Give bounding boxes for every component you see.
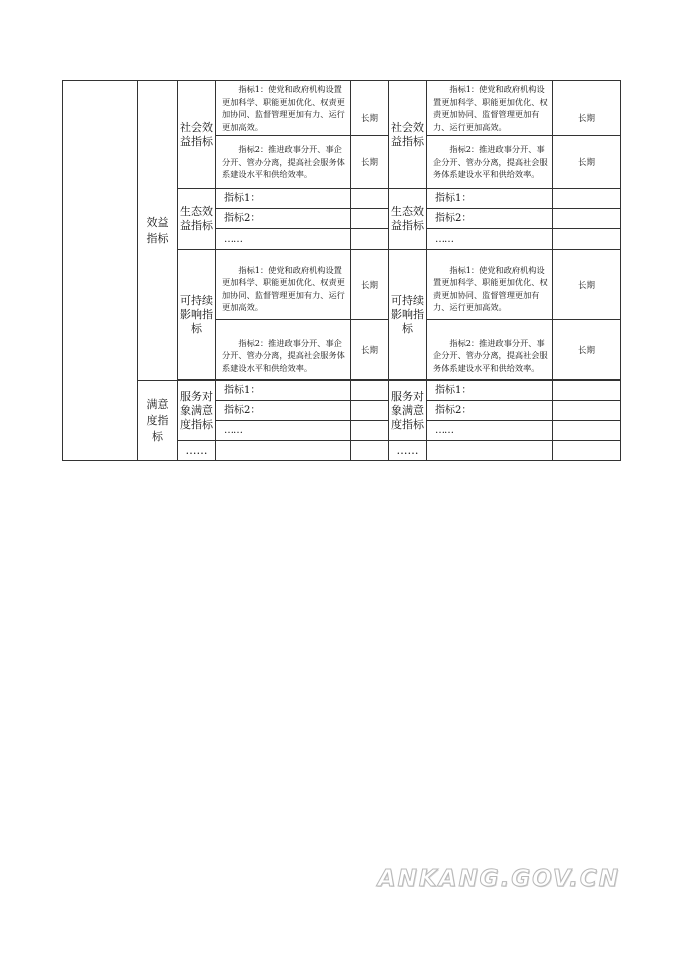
service-value-2-right xyxy=(553,401,621,421)
social-benefit-label-right: 社会效益指标 xyxy=(389,81,427,189)
service-indicator-more-right: …… xyxy=(427,421,553,441)
performance-indicator-table xyxy=(62,80,621,461)
eco-value-2-right xyxy=(553,209,621,229)
sustain-value-2-left: 长期 xyxy=(351,320,389,380)
sustain-label-left: 可持续影响指标 xyxy=(178,250,216,380)
social-value-1-right: 长期 xyxy=(553,81,621,136)
sustain-indicator-1-right: 指标1：使党和政府机构设置更加科学、职能更加优化、权责更加协同、监督管理更加有力、运行更加高效。 xyxy=(427,250,553,320)
eco-indicator-2-right: 指标2： xyxy=(427,209,553,229)
more-third-level-right: …… xyxy=(389,441,427,461)
service-indicator-2-right: 指标2： xyxy=(427,401,553,421)
sustain-label-right: 可持续影响指标 xyxy=(389,250,427,380)
social-value-1-left: 长期 xyxy=(351,81,389,136)
sustain-indicator-2-left: 指标2：推进政事分开、事企分开、管办分离，提高社会服务体系建设水平和供给效率。 xyxy=(216,320,351,380)
eco-indicator-2-left: 指标2： xyxy=(216,209,351,229)
service-indicator-more-left: …… xyxy=(216,421,351,441)
eco-indicator-more-right: …… xyxy=(427,229,553,250)
eco-indicator-1-left: 指标1： xyxy=(216,189,351,209)
eco-value-3-left xyxy=(351,229,389,250)
service-value-2-left xyxy=(351,401,389,421)
more-value-right xyxy=(553,441,621,461)
eco-benefit-label-right: 生态效益指标 xyxy=(389,189,427,250)
social-value-2-right: 长期 xyxy=(553,136,621,189)
service-value-3-right xyxy=(553,421,621,441)
more-value-left xyxy=(351,441,389,461)
service-satisfaction-label-left: 服务对象满意度指标 xyxy=(178,381,216,441)
site-watermark: ANKANG.GOV.CN xyxy=(377,866,620,892)
first-level-blank-cell xyxy=(63,81,138,461)
social-value-2-left: 长期 xyxy=(351,136,389,189)
sustain-indicator-1-left: 指标1：使党和政府机构设置更加科学、职能更加优化、权责更加协同、监督管理更加有力、运行更加高效。 xyxy=(216,250,351,320)
satisfaction-indicator-category: 满意度指标 xyxy=(138,381,178,461)
sustain-indicator-2-right: 指标2：推进政事分开、事企分开、管办分离，提高社会服务体系建设水平和供给效率。 xyxy=(427,320,553,380)
more-third-level-left: …… xyxy=(178,441,216,461)
service-satisfaction-label-right: 服务对象满意度指标 xyxy=(389,381,427,441)
service-indicator-1-right: 指标1： xyxy=(427,381,553,401)
eco-value-1-left xyxy=(351,189,389,209)
service-indicator-1-left: 指标1： xyxy=(216,381,351,401)
social-indicator-2-right: 指标2：推进政事分开、事企分开、管办分离，提高社会服务体系建设水平和供给效率。 xyxy=(427,136,553,189)
sustain-value-1-left: 长期 xyxy=(351,250,389,320)
service-value-1-right xyxy=(553,381,621,401)
benefit-indicator-category: 效益指标 xyxy=(138,81,178,381)
service-value-1-left xyxy=(351,381,389,401)
eco-benefit-label-left: 生态效益指标 xyxy=(178,189,216,250)
eco-indicator-more-left: …… xyxy=(216,229,351,250)
sustain-value-1-right: 长期 xyxy=(553,250,621,320)
social-indicator-2-left: 指标2：推进政事分开、事企分开、管办分离，提高社会服务体系建设水平和供给效率。 xyxy=(216,136,351,189)
sustain-value-2-right: 长期 xyxy=(553,320,621,380)
social-benefit-label-left: 社会效益指标 xyxy=(178,81,216,189)
social-indicator-1-left: 指标1：使党和政府机构设置更加科学、职能更加优化、权责更加协同、监督管理更加有力、运行更加高效。 xyxy=(216,81,351,136)
more-indicator-right xyxy=(427,441,553,461)
eco-value-2-left xyxy=(351,209,389,229)
eco-value-3-right xyxy=(553,229,621,250)
service-indicator-2-left: 指标2： xyxy=(216,401,351,421)
social-indicator-1-right: 指标1：使党和政府机构设置更加科学、职能更加优化、权责更加协同、监督管理更加有力、运行更加高效。 xyxy=(427,81,553,136)
service-value-3-left xyxy=(351,421,389,441)
eco-indicator-1-right: 指标1： xyxy=(427,189,553,209)
more-indicator-left xyxy=(216,441,351,461)
eco-value-1-right xyxy=(553,189,621,209)
